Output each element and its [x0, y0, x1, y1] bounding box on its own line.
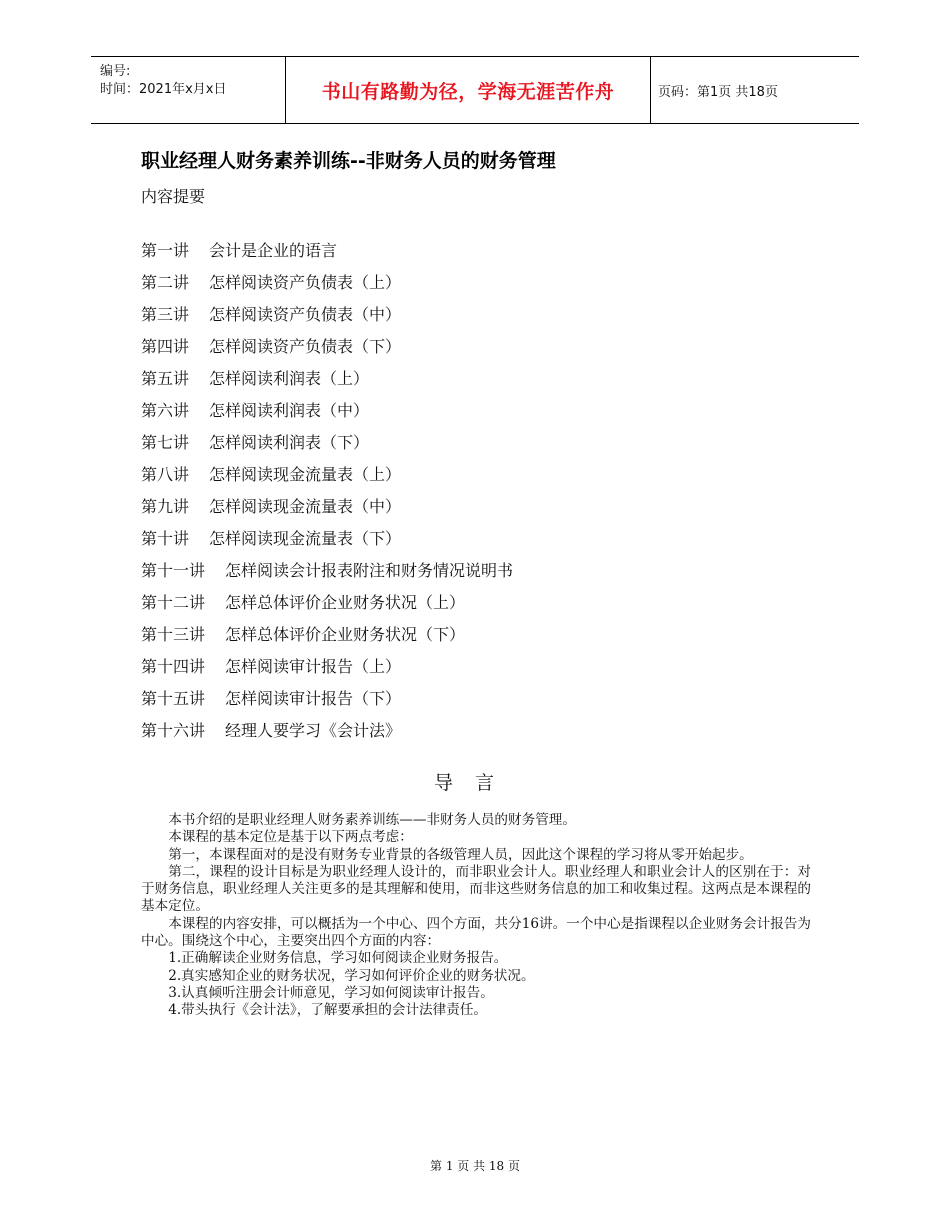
document-time-label: 时间：2021年x月x日 — [100, 82, 227, 97]
motto-text: 书山有路勤为径，学海无涯苦作舟 — [321, 80, 615, 103]
document-number-label: 编号: — [100, 64, 131, 79]
toc-item-title: 怎样总体评价企业财务状况（上） — [225, 593, 466, 612]
toc-item — [141, 496, 513, 528]
intro-heading: 导言 — [433, 772, 516, 794]
toc-item-title: 怎样总体评价企业财务状况（下） — [225, 625, 466, 644]
intro-paragraph: 4.带头执行《会计法》，了解要承担的会计法律责任。 — [168, 1002, 488, 1019]
header-page-cell — [650, 57, 867, 123]
table-of-contents — [141, 240, 513, 752]
toc-item-number: 第六讲 — [141, 401, 190, 420]
intro-paragraph: 2.真实感知企业的财务状况，学习如何评价企业的财务状况。 — [168, 967, 535, 984]
toc-item-title: 怎样阅读利润表（中） — [209, 401, 370, 420]
toc-item-number: 第十五讲 — [141, 689, 206, 708]
toc-item — [141, 560, 513, 592]
toc-item-number: 第二讲 — [141, 273, 190, 292]
toc-item — [141, 688, 513, 720]
toc-item-title: 怎样阅读利润表（下） — [209, 433, 370, 452]
toc-item-number: 第十三讲 — [141, 625, 206, 644]
toc-item-number: 第三讲 — [141, 305, 190, 324]
toc-item — [141, 624, 513, 656]
toc-item-number: 第十六讲 — [141, 721, 206, 740]
toc-item — [141, 368, 513, 400]
intro-paragraph: 1.正确解读企业财务信息，学习如何阅读企业财务报告。 — [168, 950, 508, 967]
toc-item — [141, 240, 513, 272]
toc-item-number: 第十讲 — [141, 529, 190, 548]
toc-item-number: 第七讲 — [141, 433, 190, 452]
toc-item-title: 怎样阅读审计报告（下） — [225, 689, 402, 708]
toc-item-title: 怎样阅读利润表（上） — [209, 369, 370, 388]
toc-item-title: 会计是企业的语言 — [209, 241, 338, 260]
intro-paragraph: 本书介绍的是职业经理人财务素养训练——非财务人员的财务管理。 — [168, 812, 576, 828]
toc-item-title: 怎样阅读资产负债表（中） — [209, 305, 402, 324]
toc-item-number: 第五讲 — [141, 369, 190, 388]
header-page-label: 页码：第1页 共18页 — [658, 84, 778, 100]
toc-item — [141, 400, 513, 432]
toc-item-title: 怎样阅读会计报表附注和财务情况说明书 — [225, 561, 514, 580]
summary-label: 内容提要 — [141, 187, 206, 206]
toc-item-title: 经理人要学习《会计法》 — [225, 721, 402, 740]
toc-item — [141, 656, 513, 688]
toc-item-title: 怎样阅读资产负债表（上） — [209, 273, 402, 292]
toc-item-title: 怎样阅读现金流量表（下） — [209, 529, 402, 548]
intro-paragraph: 第二，课程的设计目标是为职业经理人设计的，而非职业会计人。职业经理人和职业会计人的区别在于：对于财务信息，职业经理人关注更多的是其理解和使用，而非这些财务信息的加工和收集过程。这两点是本课程的基本定位。 — [141, 863, 811, 915]
intro-body — [141, 812, 811, 1020]
toc-item — [141, 528, 513, 560]
toc-item-number: 第一讲 — [141, 241, 190, 260]
toc-item — [141, 464, 513, 496]
toc-item-number: 第九讲 — [141, 497, 190, 516]
intro-paragraph: 本课程的内容安排，可以概括为一个中心、四个方面，共分16讲。一个中心是指课程以企业财务会计报告为中心。围绕这个中心，主要突出四个方面的内容： — [141, 915, 811, 950]
page-header — [91, 56, 859, 124]
toc-item-number: 第四讲 — [141, 337, 190, 356]
toc-item — [141, 592, 513, 624]
toc-item-number: 第十一讲 — [141, 561, 206, 580]
header-motto-cell — [285, 57, 651, 123]
toc-item-title: 怎样阅读现金流量表（中） — [209, 497, 402, 516]
page-footer: 第 1 页 共 18 页 — [430, 1159, 520, 1173]
intro-paragraph: 本课程的基本定位是基于以下两点考虑： — [168, 829, 413, 846]
toc-item — [141, 432, 513, 464]
toc-item-number: 第十二讲 — [141, 593, 206, 612]
toc-item — [141, 336, 513, 368]
toc-item — [141, 304, 513, 336]
document-title: 职业经理人财务素养训练--非财务人员的财务管理 — [141, 150, 556, 172]
toc-item-number: 第十四讲 — [141, 657, 206, 676]
header-meta — [91, 57, 284, 123]
toc-item-title: 怎样阅读资产负债表（下） — [209, 337, 402, 356]
toc-item-title: 怎样阅读审计报告（上） — [225, 657, 402, 676]
intro-paragraph: 第一，本课程面对的是没有财务专业背景的各级管理人员，因此这个课程的学习将从零开始起步。 — [168, 846, 753, 863]
toc-item — [141, 272, 513, 304]
toc-item — [141, 720, 513, 752]
intro-paragraph: 3.认真倾听注册会计师意见，学习如何阅读审计报告。 — [168, 984, 494, 1001]
toc-item-number: 第八讲 — [141, 465, 190, 484]
toc-item-title: 怎样阅读现金流量表（上） — [209, 465, 402, 484]
